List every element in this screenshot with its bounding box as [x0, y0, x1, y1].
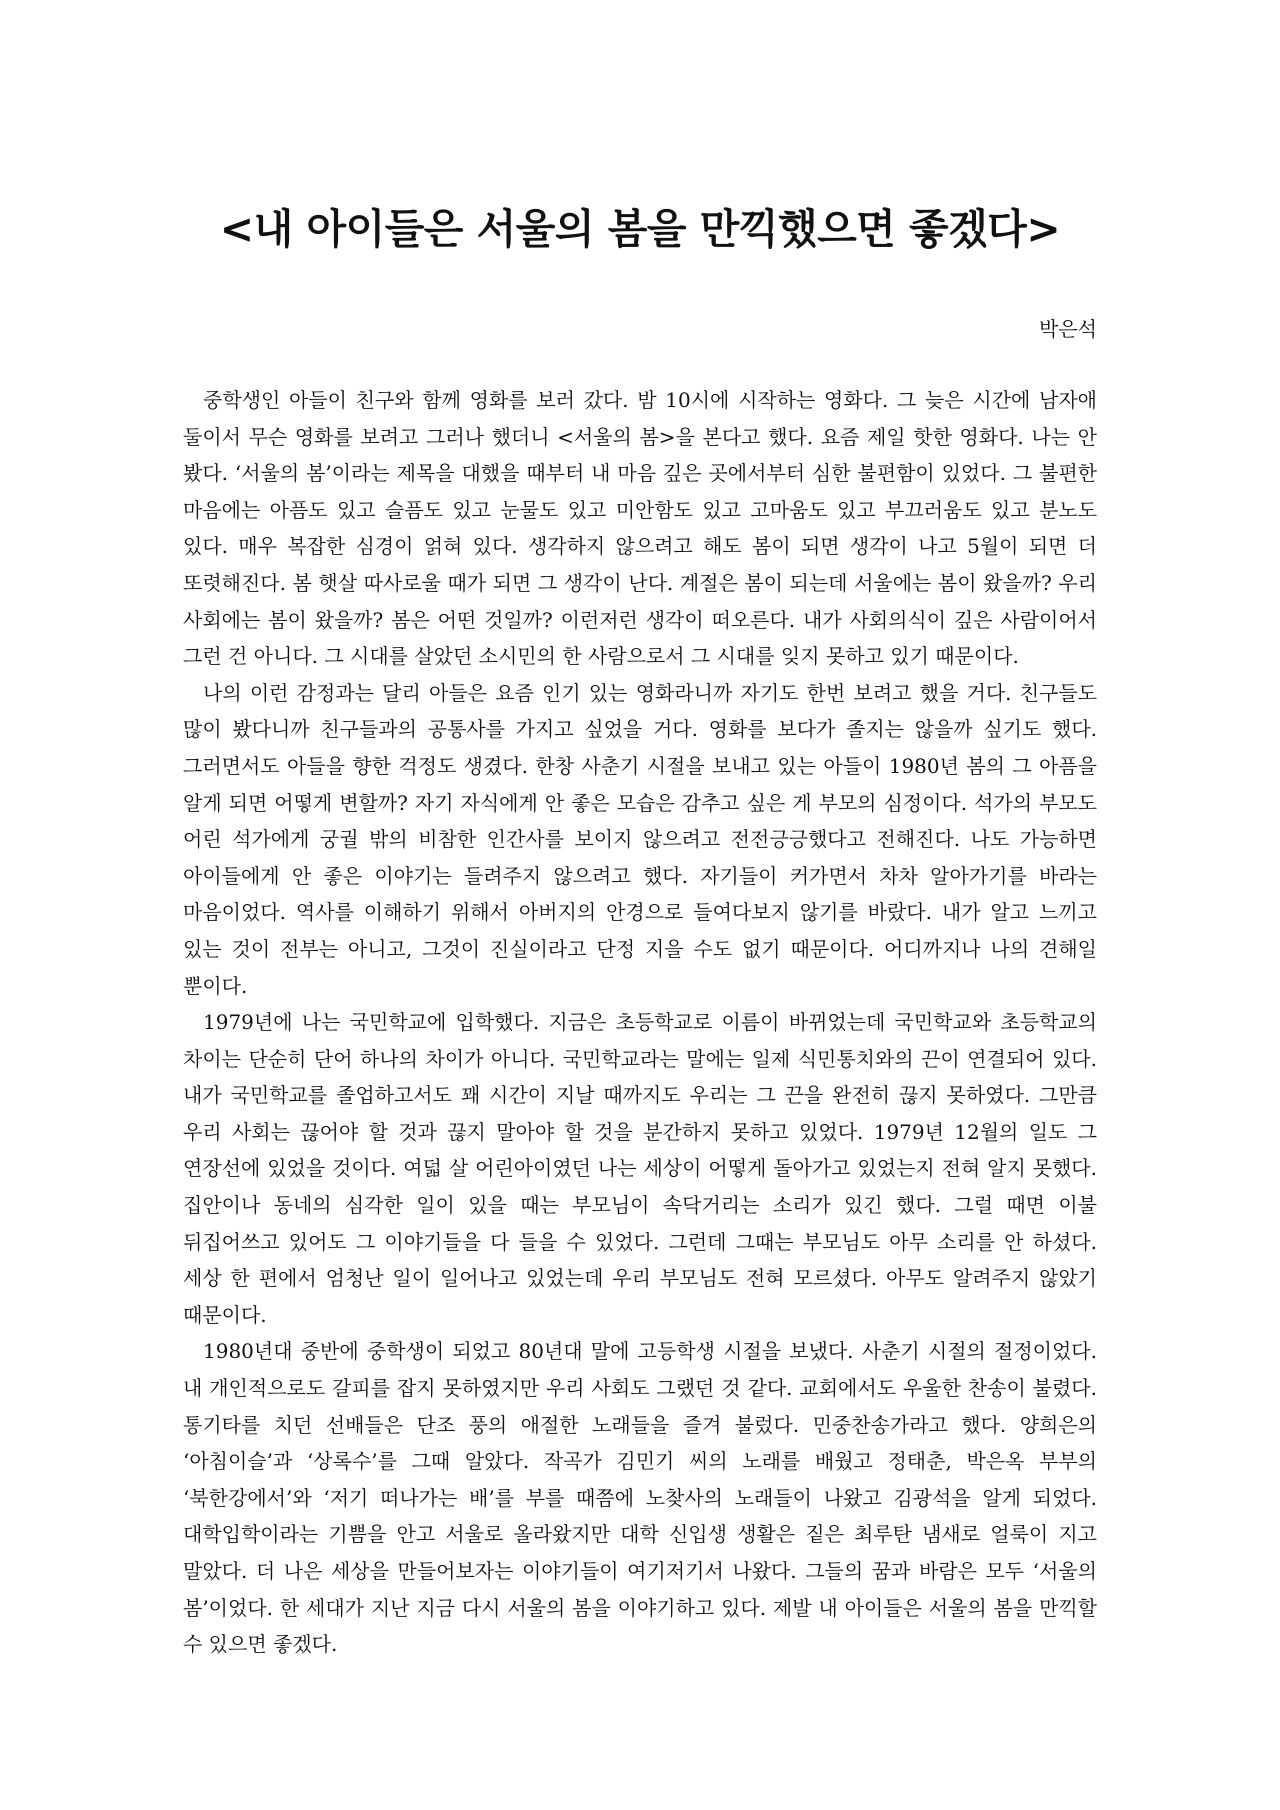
document-title: <내 아이들은 서울의 봄을 만끽했으면 좋겠다> — [219, 205, 1061, 253]
paragraph-2: 나의 이런 감정과는 달리 아들은 요즘 인기 있는 영화라니까 자기도 한번 보려고 했을 거다. 친구들도 많이 봤다니까 친구들과의 공통사를 가지고 싶었을 거다. 영화를 보다가 졸지는 않을까 싶기도 했다. 그러면서도 아들을 향한 걱정도 생겼다. 한창 사춘기 시절을 보내고 있는 아들이 1980년 봄의 그 아픔을 알게 되면 어떻게 변할까? 자기 자식에게 안 좋은 모습은 감추고 싶은 게 부모의 심정이다. 석가의 부모도 어린 석가에게 궁궐 밖의 비참한 인간사를 보이지 않으려고 전전긍긍했다고 전해진다. 나도 가능하면 아이들에게 안 좋은 이야기는 들려주지 않으려고 했다. 자기들이 커가면서 차차 알아가기를 바라는 마음이었다. 역사를 이해하기 위해서 아버지의 안경으로 들여다보지 않기를 바랐다. 내가 알고 느끼고 있는 것이 전부는 아니고, 그것이 진실이라고 단정 지을 수도 없기 때문이다. 어디까지나 나의 견해일 뿐이다. — [183, 680, 1097, 998]
paragraph-3: 1979년에 나는 국민학교에 입학했다. 지금은 초등학교로 이름이 바뀌었는데 국민학교와 초등학교의 차이는 단순히 단어 하나의 차이가 아니다. 국민학교라는 말에는 일제 식민통치와의 끈이 연결되어 있다. 내가 국민학교를 졸업하고서도 꽤 시간이 지날 때까지도 우리는 그 끈을 완전히 끊지 못하였다. 그만큼 우리 사회는 끊어야 할 것과 끊지 말아야 할 것을 분간하지 못하고 있었다. 1979년 12월의 일도 그 연장선에 있었을 것이다. 여덟 살 어린아이였던 나는 세상이 어떻게 돌아가고 있었는지 전혀 알지 못했다. 집안이나 동네의 심각한 일이 있을 때는 부모님이 속닥거리는 소리가 있긴 했다. 그럴 때면 이불 뒤집어쓰고 있어도 그 이야기들을 다 들을 수 있었다. 그런데 그때는 부모님도 아무 소리를 안 하셨다. 세상 한 편에서 엄청난 일이 일어나고 있었는데 우리 부모님도 전혀 모르셨다. 아무도 알려주지 않았기 때문이다. — [183, 1010, 1097, 1327]
author-name: 박은석 — [1039, 317, 1097, 341]
document-body — [183, 382, 1097, 1663]
paragraph-1: 중학생인 아들이 친구와 함께 영화를 보러 갔다. 밤 10시에 시작하는 영화다. 그 늦은 시간에 남자애 둘이서 무슨 영화를 보려고 그러나 했더니 <서울의 봄>을 본다고 했다. 요즘 제일 핫한 영화다. 나는 안 봤다. ‘서울의 봄’이라는 제목을 대했을 때부터 내 마음 깊은 곳에서부터 심한 불편함이 있었다. 그 불편한 마음에는 아픔도 있고 슬픔도 있고 눈물도 있고 미안함도 있고 고마움도 있고 부끄러움도 있고 분노도 있다. 매우 복잡한 심경이 얽혀 있다. 생각하지 않으려고 해도 봄이 되면 생각이 나고 5월이 되면 더 또렷해진다. 봄 햇살 따사로울 때가 되면 그 생각이 난다. 계절은 봄이 되는데 서울에는 봄이 왔을까? 우리 사회에는 봄이 왔을까? 봄은 어떤 것일까? 이런저런 생각이 떠오른다. 내가 사회의식이 깊은 사람이어서 그런 건 아니다. 그 시대를 살았던 소시민의 한 사람으로서 그 시대를 잊지 못하고 있기 때문이다. — [183, 388, 1097, 669]
paragraph-4: 1980년대 중반에 중학생이 되었고 80년대 말에 고등학생 시절을 보냈다. 사춘기 시절의 절정이었다. 내 개인적으로도 갈피를 잡지 못하였지만 우리 사회도 그랬던 것 같다. 교회에서도 우울한 찬송이 불렸다. 통기타를 치던 선배들은 단조 풍의 애절한 노래들을 즐겨 불렀다. 민중찬송가라고 했다. 양희은의 ‘아침이슬’과 ‘상록수’를 그때 알았다. 작곡가 김민기 씨의 노래를 배웠고 정태춘, 박은옥 부부의 ‘북한강에서’와 ‘저기 떠나가는 배’를 부를 때쯤에 노찾사의 노래들이 나왔고 김광석을 알게 되었다. 대학입학이라는 기쁨을 안고 서울로 올라왔지만 대학 신입생 생활은 짙은 최루탄 냄새로 얼룩이 지고 말았다. 더 나은 세상을 만들어보자는 이야기들이 여기저기서 나왔다. 그들의 꿈과 바람은 모두 ‘서울의 봄’이었다. 한 세대가 지난 지금 다시 서울의 봄을 이야기하고 있다. 제발 내 아이들은 서울의 봄을 만끽할 수 있으면 좋겠다. — [183, 1339, 1097, 1657]
